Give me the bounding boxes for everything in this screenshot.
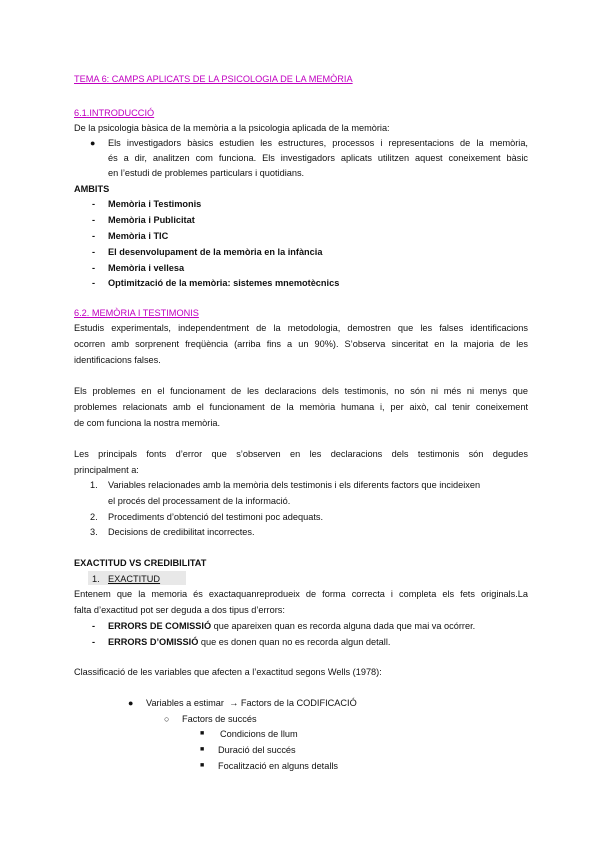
ambit-item: Memòria i vellesa [108, 263, 185, 273]
dash-icon: - [92, 263, 96, 273]
square-bullet-icon: ■ [200, 762, 205, 769]
error-source-line: Procediments d’obtenció del testimoni poc adequats. [108, 512, 324, 522]
paragraph-line: Els problemes en el funcionament de les declaracions dels testimonis, no són ni més ni menys que [74, 386, 528, 396]
list-number: 3. [90, 527, 98, 537]
paragraph-line: Estudis experimentals, independentment de la metodologia, demostren que les falses identificacions [74, 323, 528, 333]
error-source-line: el procés del processament de la informació. [108, 496, 291, 506]
dash-icon: - [92, 231, 96, 241]
error-source-line: Decisions de credibilitat incorrectes. [108, 527, 255, 537]
square-bullet-icon: ■ [200, 730, 205, 737]
bullet-icon: ● [128, 698, 134, 708]
factors-label: Factors de succés [182, 714, 257, 724]
paragraph-line: falta d’exactitud pot ser deguda a dos tipus d’errors: [74, 605, 285, 615]
paragraph-line: Entenem que la memoria és exactaquanreprodueix de forma correcta i completa els fets originals.La [74, 589, 528, 599]
bullet-line: és a dir, analitzen com funciona. Els investigadors aplicats utilitzen aquest coneixement bàsic [108, 153, 528, 163]
dash-icon: - [92, 621, 96, 631]
subheading-exactitud: EXACTITUD [108, 574, 161, 584]
dash-icon: - [92, 247, 96, 257]
ambit-item: Optimització de la memòria: sistemes mnemotècnics [108, 278, 340, 288]
factor-item: Duració del succés [218, 745, 296, 755]
document-title: TEMA 6: CAMPS APLICATS DE LA PSICOLOGIA DE LA MEMÒRIA [74, 74, 353, 84]
paragraph-line: ocorren amb sorprenent freqüència (arriba fins a un 90%). S’observa sinceritat en la majoria de les [74, 339, 528, 349]
error-source-line: Variables relacionades amb la memòria dels testimonis i els diferents factors que incideixen [108, 480, 481, 490]
paragraph-line: Les principals fonts d’error que s’observen en les declaracions dels testimonis són degudes [74, 449, 528, 459]
paragraph-line: principalment a: [74, 465, 139, 475]
section-heading-testimonis: 6.2. MEMÒRIA I TESTIMONIS [74, 308, 199, 318]
error-type-item: ERRORS DE COMISSIÓ que apareixen quan es recorda alguna dada que mai va ocórrer. [108, 621, 476, 631]
paragraph-line: problemes relacionats amb el funcionament de la memòria humana i, per això, cal tenir coneixement [74, 402, 528, 412]
ambit-item: El desenvolupament de la memòria en la infància [108, 247, 323, 257]
paragraph-line: identificacions falses. [74, 355, 161, 365]
classification-text: Classificació de les variables que afecten a l’exactitud segons Wells (1978): [74, 667, 382, 677]
section-heading-intro: 6.1.INTRODUCCIÓ [74, 108, 155, 118]
paragraph-line: de com funciona la nostra memòria. [74, 418, 221, 428]
error-type-item: ERRORS D’OMISSIÓ que es donen quan no es recorda algun detall. [108, 637, 391, 647]
variables-line: Variables a estimar → Factors de la CODIFICACIÓ [146, 698, 357, 708]
list-number: 2. [90, 512, 98, 522]
dash-icon: - [92, 637, 96, 647]
square-bullet-icon: ■ [200, 746, 205, 753]
arrow-icon: → [229, 698, 239, 708]
bullet-line: en l’estudi de problemes particulars i quotidians. [108, 168, 305, 178]
list-number: 1. [90, 480, 98, 490]
factor-item: Condicions de llum [220, 729, 298, 739]
dash-icon: - [92, 199, 96, 209]
bullet-icon: ● [90, 138, 96, 148]
ambit-item: Memòria i Publicitat [108, 215, 195, 225]
intro-text: De la psicologia bàsica de la memòria a la psicologia aplicada de la memòria: [74, 123, 390, 133]
bullet-line: Els investigadors bàsics estudien les estructures, processos i representacions de la memòria, [108, 138, 528, 148]
section-heading-exactitud: EXACTITUD VS CREDIBILITAT [74, 558, 207, 568]
ambits-label: AMBITS [74, 184, 110, 194]
dash-icon: - [92, 278, 96, 288]
circle-bullet-icon: ○ [164, 714, 170, 724]
factor-item: Focalització en alguns detalls [218, 761, 339, 771]
ambit-item: Memòria i TIC [108, 231, 169, 241]
subheading-number: 1. [92, 574, 100, 584]
dash-icon: - [92, 215, 96, 225]
ambit-item: Memòria i Testimonis [108, 199, 202, 209]
